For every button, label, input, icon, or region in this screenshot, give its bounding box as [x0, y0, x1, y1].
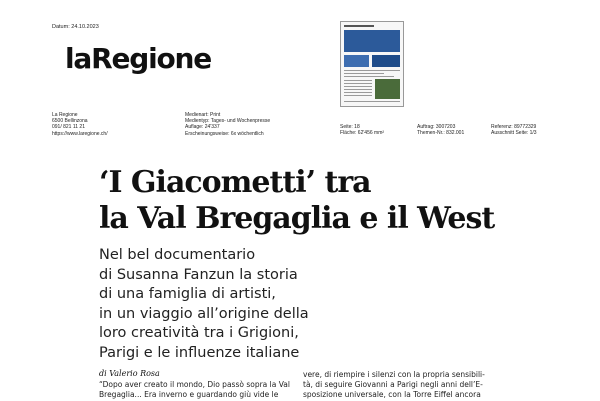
page-number: Seite: 18	[340, 124, 360, 130]
body-line: Bregaglia... Era inverno e guardando giù vide le	[99, 390, 279, 399]
topic-number: Themen-Nr.: 832.001	[417, 130, 465, 137]
media-category: Medientyp: Tages- und Wochenpresse	[185, 118, 271, 125]
body-line: tà, di seguire Giovanni a Parigi negli anni dell’E-	[303, 380, 483, 389]
body-column-right	[303, 370, 485, 400]
body-column-left	[99, 380, 290, 400]
area: Fläche: 62'456 mm²	[340, 130, 385, 137]
publisher-city: 6500 Bellinzona	[52, 118, 88, 125]
subtitle-line: di Susanna Fanzun la storia	[99, 266, 298, 283]
subtitle-line: in un viaggio all’origine della	[99, 305, 309, 322]
subtitle-line: di una famiglia di artisti,	[99, 286, 276, 302]
body-line: sposizione universale, con la Torre Eiffel ancora	[303, 390, 481, 399]
subtitle-line: Nel bel documentario	[99, 247, 256, 263]
page-info	[340, 124, 384, 136]
order-number: Auftrag: 3007203	[417, 124, 456, 130]
publisher-info	[52, 112, 108, 137]
page-thumbnail	[340, 21, 404, 107]
subtitle-line: loro creatività tra i Grigioni,	[99, 325, 299, 341]
document-date: Datum: 24.10.2023	[52, 24, 99, 30]
body-line: vere, di riempire i silenzi con la propria sensibili-	[303, 370, 485, 379]
circulation: Auflage: 24'337	[185, 124, 220, 131]
body-line: “Dopo aver creato il mondo, Dio passò sopra la Val	[99, 380, 290, 389]
publisher-phone: 091/ 821 11 21	[52, 124, 85, 131]
subtitle	[99, 246, 309, 363]
publisher-name: La Regione	[52, 112, 78, 118]
media-type: Medienart: Print	[185, 112, 221, 118]
publication-logo: laRegione	[65, 42, 212, 75]
clipping-page: Ausschnitt Seite: 1/3	[491, 130, 537, 137]
headline-line-1: ‘I Giacometti’ tra	[99, 165, 371, 200]
subtitle-line: Parigi e le influenze italiane	[99, 344, 300, 361]
media-info	[185, 112, 270, 137]
reference-number: Referenz: 89772329	[491, 124, 537, 130]
frequency: Erscheinungsweise: 6x wöchentlich	[185, 130, 264, 137]
byline: di Valerio Rosa	[99, 369, 160, 378]
publisher-url[interactable]: https://www.laregione.ch/	[52, 130, 108, 137]
reference-info	[491, 124, 537, 136]
order-info	[417, 124, 464, 136]
headline-line-2: la Val Bregaglia e il West	[99, 201, 495, 236]
